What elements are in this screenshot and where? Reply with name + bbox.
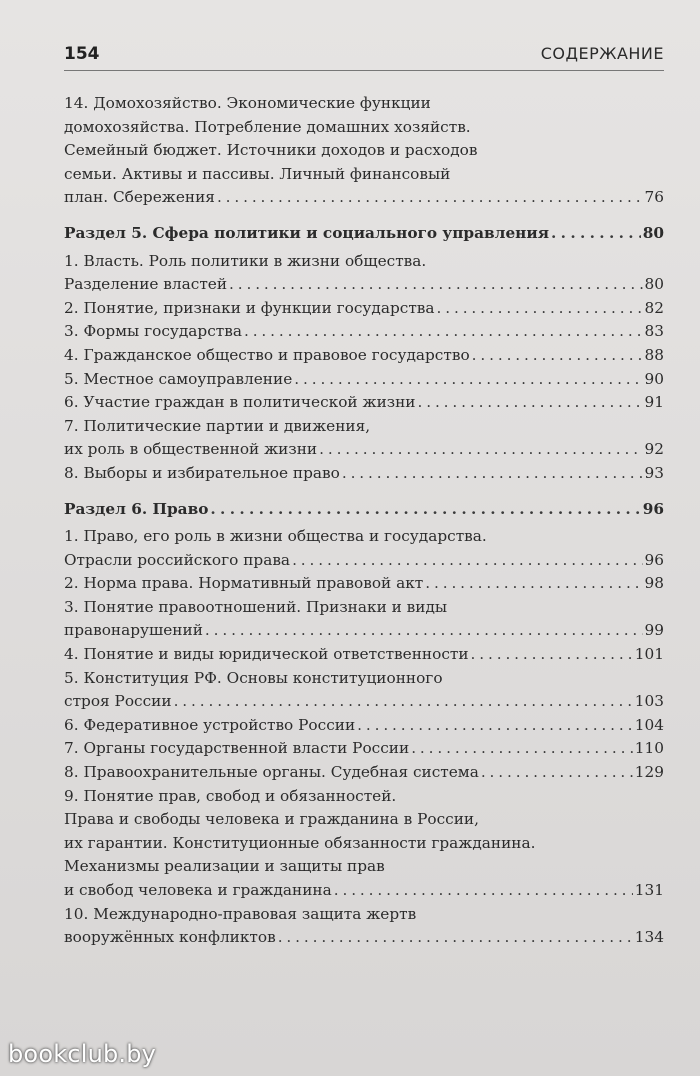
toc-entry [64, 737, 664, 761]
toc-entry-title: 3. Формы государства [64, 322, 242, 341]
toc-entry-last-line [64, 186, 664, 210]
toc-entry-line: семьи. Активы и пассивы. Личный финансовый [64, 164, 451, 183]
toc-entry-last-line [64, 879, 664, 903]
dot-leader [217, 186, 643, 210]
toc-entry-title: 8. Правоохранительные органы. Судебная система [64, 763, 479, 782]
toc-entry-last-line [64, 572, 664, 596]
toc-entry-line: 5. Конституция РФ. Основы конституционного [64, 668, 443, 687]
watermark-text: bookclub.by [8, 1040, 157, 1068]
toc-entry-last-line [64, 344, 664, 368]
toc-entry-line: Права и свободы человека и гражданина в России, [64, 810, 479, 829]
toc-page-number: 88 [644, 345, 664, 364]
toc-entry [64, 714, 664, 738]
toc-page-number: 83 [644, 322, 664, 341]
toc-page-number: 134 [634, 928, 664, 947]
toc-entry [64, 785, 664, 903]
toc-entry-title: строя России [64, 692, 172, 711]
toc-entry-last-line [64, 549, 664, 573]
toc-entry-line: 9. Понятие прав, свобод и обязанностей. [64, 786, 397, 805]
toc-entry-last-line [64, 273, 664, 297]
toc-entry-title: план. Сбережения [64, 188, 215, 207]
toc-entry-line: домохозяйства. Потребление домашних хозяйств. [64, 117, 471, 136]
toc-page-number: 96 [644, 550, 664, 569]
toc-entry-last-line [64, 462, 664, 486]
toc-entry [64, 667, 664, 714]
dot-leader [244, 320, 643, 344]
dot-leader [411, 737, 633, 761]
toc-entry [64, 344, 664, 368]
toc-entry-last-line [64, 761, 664, 785]
toc-section-heading [64, 222, 664, 246]
toc-entry-last-line [64, 690, 664, 714]
toc-entry-line: 7. Политические партии и движения, [64, 416, 371, 435]
toc-entry-last-line [64, 619, 664, 643]
toc-page-number: 80 [644, 275, 664, 294]
toc-entry-line: 14. Домохозяйство. Экономические функции [64, 94, 431, 112]
toc-entry-title: Раздел 5. Сфера политики и социального управления [64, 223, 550, 242]
page-number: 154 [64, 44, 100, 64]
toc-entry-line: 3. Понятие правоотношений. Признаки и виды [64, 597, 448, 616]
toc-entry-title: 5. Местное самоуправление [64, 369, 293, 388]
toc-section-heading [64, 498, 664, 522]
toc-page-number: 82 [644, 298, 664, 317]
toc-page-number: 99 [644, 621, 664, 640]
toc-entry [64, 572, 664, 596]
toc-entry-title: вооружённых конфликтов [64, 928, 276, 947]
toc-entry-title: 7. Органы государственной власти России [64, 739, 410, 758]
toc-entry-last-line [64, 498, 664, 522]
dot-leader [292, 549, 642, 573]
toc-entry-line: 1. Право, его роль в жизни общества и государства. [64, 527, 487, 546]
page-header [64, 40, 664, 70]
toc-entry-last-line [64, 926, 664, 950]
toc-entry [64, 462, 664, 486]
toc-entry-line: Механизмы реализации и защиты прав [64, 857, 385, 876]
toc-entry [64, 92, 664, 210]
toc-page-number: 91 [644, 393, 664, 412]
dot-leader [294, 368, 642, 392]
toc-entry-title: их роль в общественной жизни [64, 440, 318, 459]
dot-leader [357, 714, 633, 738]
toc-entry-line: 10. Международно-правовая защита жертв [64, 904, 417, 923]
toc-page-number: 76 [644, 188, 664, 207]
toc-entry [64, 297, 664, 321]
toc-entry-last-line [64, 643, 664, 667]
toc-entry-last-line [64, 320, 664, 344]
toc-page-number: 93 [644, 463, 664, 482]
section-gap [64, 486, 664, 498]
toc-entry-title: 6. Участие граждан в политической жизни [64, 393, 416, 412]
toc-page-number: 98 [644, 574, 664, 593]
toc-entry [64, 761, 664, 785]
toc-page-number: 104 [634, 715, 664, 734]
toc-entry-last-line [64, 737, 664, 761]
dot-leader [334, 879, 633, 903]
toc-entry-line: их гарантии. Конституционные обязанности гражданина. [64, 833, 536, 852]
toc-entry-title: Разделение властей [64, 275, 228, 294]
dot-leader [278, 926, 633, 950]
toc-page-number: 103 [634, 692, 664, 711]
toc-page-number: 90 [644, 369, 664, 388]
dot-leader [418, 391, 643, 415]
dot-leader [472, 344, 643, 368]
toc-page-number: 96 [642, 499, 664, 518]
toc-entry-last-line [64, 391, 664, 415]
header-rule [64, 70, 664, 71]
toc-entry-title: 8. Выборы и избирательное право [64, 463, 340, 482]
toc-entry-line: Семейный бюджет. Источники доходов и расходов [64, 141, 478, 160]
toc-entry-title: Раздел 6. Право [64, 499, 209, 518]
section-gap [64, 210, 664, 222]
toc-entry [64, 643, 664, 667]
toc-page-number: 80 [642, 223, 664, 242]
dot-leader [437, 297, 643, 321]
dot-leader [425, 572, 642, 596]
toc-entry [64, 525, 664, 572]
toc-entry [64, 596, 664, 643]
toc-entry-last-line [64, 222, 664, 246]
toc-page-number: 131 [634, 881, 664, 899]
dot-leader [342, 462, 643, 486]
toc-entry-title: 6. Федеративное устройство России [64, 715, 356, 734]
dot-leader [210, 498, 640, 522]
toc-entry-title: и свобод человека и гражданина [64, 881, 332, 899]
toc-entry-title: Отрасли российского права [64, 550, 291, 569]
toc-entry-last-line [64, 438, 664, 462]
toc-entry-last-line [64, 714, 664, 738]
toc-entry-title: 4. Гражданское общество и правовое государство [64, 345, 470, 364]
toc-page-number: 110 [634, 739, 664, 758]
toc-entry-title: 4. Понятие и виды юридической ответственности [64, 645, 469, 664]
dot-leader [205, 619, 643, 643]
toc-entry-title: 2. Норма права. Нормативный правовой акт [64, 574, 424, 593]
toc-entry-last-line [64, 297, 664, 321]
toc-entry [64, 320, 664, 344]
dot-leader [229, 273, 643, 297]
toc-entry-last-line [64, 368, 664, 392]
toc-page-number: 129 [634, 763, 664, 782]
toc-page-number: 101 [634, 645, 664, 664]
toc-page-number: 92 [644, 440, 664, 459]
table-of-contents [64, 92, 664, 950]
toc-entry [64, 903, 664, 950]
toc-entry-title: 2. Понятие, признаки и функции государства [64, 298, 435, 317]
toc-entry [64, 368, 664, 392]
toc-entry [64, 415, 664, 462]
section-title: СОДЕРЖАНИЕ [540, 44, 664, 63]
toc-entry [64, 250, 664, 297]
dot-leader [174, 690, 633, 714]
dot-leader [471, 643, 633, 667]
toc-entry [64, 391, 664, 415]
dot-leader [481, 761, 633, 785]
toc-entry-title: правонарушений [64, 621, 203, 640]
dot-leader [551, 222, 641, 246]
dot-leader [319, 438, 642, 462]
toc-entry-line: 1. Власть. Роль политики в жизни общества. [64, 251, 427, 270]
